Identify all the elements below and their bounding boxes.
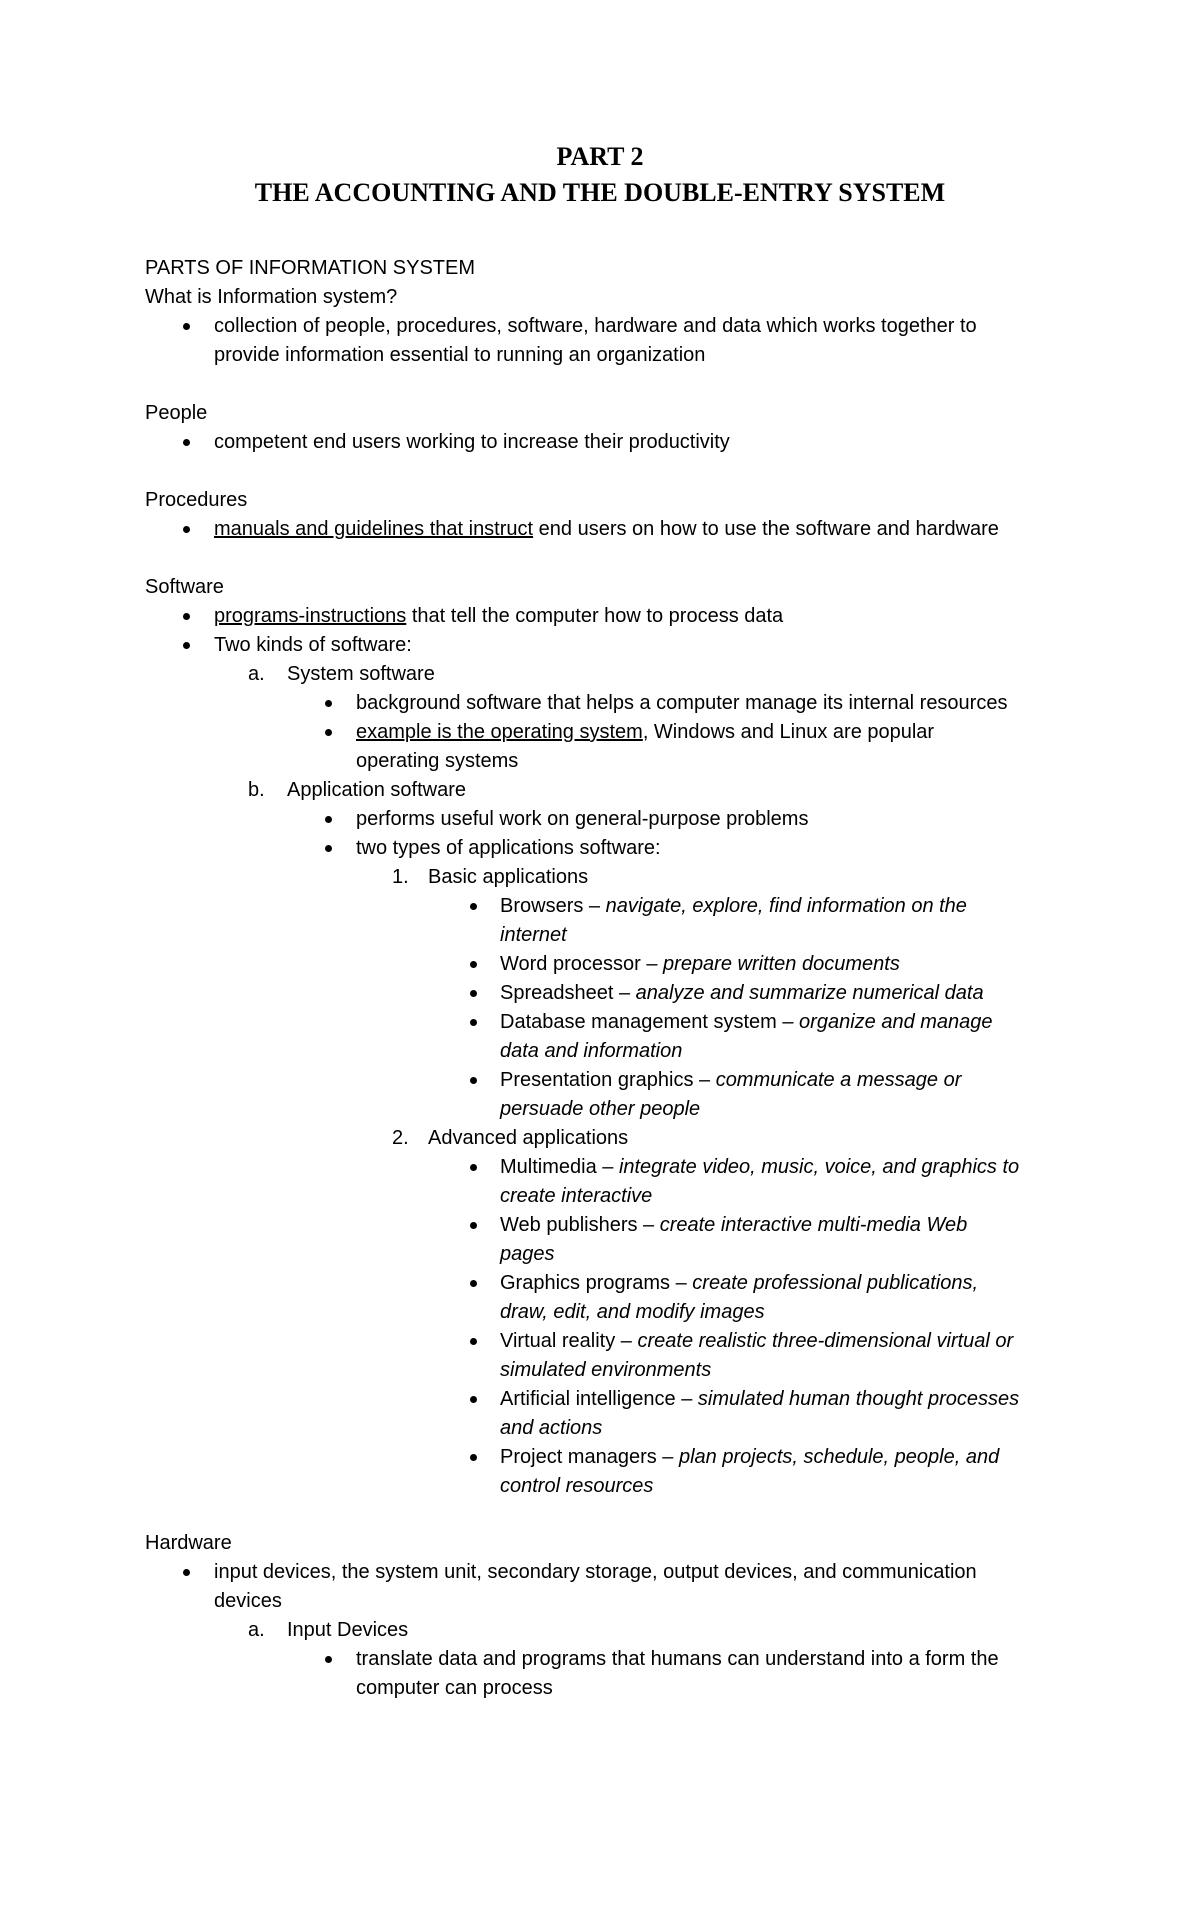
- input-devices-bullet-line1: translate data and programs that humans can understand into a form the: [356, 1648, 999, 1670]
- question-text: What is Information system?: [145, 286, 398, 308]
- basic-item-word-processor: Word processor – prepare written documents: [500, 953, 900, 975]
- underlined-phrase: example is the operating system: [356, 721, 643, 743]
- input-devices-bullet-line2: computer can process: [356, 1677, 553, 1699]
- adv-item-virtual-reality: Virtual reality – create realistic three-dimensional virtual or: [500, 1330, 1014, 1352]
- application-software-bullet-2: two types of applications software:: [356, 837, 661, 859]
- section-heading: PARTS OF INFORMATION SYSTEM: [145, 257, 476, 279]
- bullet-icon: [183, 642, 190, 649]
- bullet-icon: [470, 961, 477, 968]
- bullet-icon: [183, 439, 190, 446]
- bullet-icon: [470, 1338, 477, 1345]
- software-heading: Software: [145, 576, 224, 598]
- basic-item-database: Database management system – organize and manage: [500, 1011, 993, 1033]
- adv-item-multimedia-line2: create interactive: [500, 1185, 653, 1207]
- bullet-icon: [470, 1019, 477, 1026]
- bullet-icon: [325, 845, 332, 852]
- system-software-bullet-2: example is the operating system, Windows and Linux are popular: [356, 721, 935, 743]
- list-marker-a: a.: [248, 1619, 265, 1641]
- document-heading: THE ACCOUNTING AND THE DOUBLE-ENTRY SYSTEM: [254, 178, 946, 207]
- procedures-bullet: manuals and guidelines that instruct end users on how to use the software and hardware: [214, 518, 999, 540]
- people-bullet: competent end users working to increase their productivity: [214, 431, 730, 453]
- adv-item-web-publishers: Web publishers – create interactive multi-media Web: [500, 1214, 968, 1236]
- list-marker-b: b.: [248, 779, 265, 801]
- adv-item-project-managers: Project managers – plan projects, schedule, people, and: [500, 1446, 1000, 1468]
- bullet-icon: [470, 990, 477, 997]
- system-software-bullet-2-line2: operating systems: [356, 750, 519, 772]
- bullet-icon: [470, 1454, 477, 1461]
- adv-item-project-managers-line2: control resources: [500, 1475, 654, 1497]
- procedures-heading: Procedures: [145, 489, 248, 511]
- people-heading: People: [145, 402, 208, 424]
- bullet-icon: [325, 1656, 332, 1663]
- intro-bullet-line1: collection of people, procedures, software, hardware and data which works together to: [214, 315, 977, 337]
- adv-item-virtual-reality-line2: simulated environments: [500, 1359, 712, 1381]
- system-software-bullet-1: background software that helps a computer manage its internal resources: [356, 692, 1008, 714]
- bullet-icon: [183, 1569, 190, 1576]
- hardware-bullet-line1: input devices, the system unit, secondary storage, output devices, and communication: [214, 1561, 977, 1583]
- part-title: PART 2: [556, 142, 644, 171]
- bullet-icon: [470, 903, 477, 910]
- intro-bullet-line2: provide information essential to running an organization: [214, 344, 706, 366]
- input-devices-label: Input Devices: [287, 1619, 409, 1641]
- bullet-icon: [470, 1396, 477, 1403]
- bullet-icon: [470, 1077, 477, 1084]
- adv-item-ai: Artificial intelligence – simulated human thought processes: [500, 1388, 1020, 1410]
- bullet-icon: [183, 526, 190, 533]
- basic-item-browsers-line2: internet: [500, 924, 567, 946]
- adv-item-graphics: Graphics programs – create professional publications,: [500, 1272, 979, 1294]
- underlined-phrase: manuals and guidelines that instruct: [214, 518, 534, 540]
- basic-item-browsers: Browsers – navigate, explore, find information on the: [500, 895, 967, 917]
- bullet-icon: [183, 323, 190, 330]
- bullet-icon: [325, 729, 332, 736]
- basic-item-database-line2: data and information: [500, 1040, 683, 1062]
- bullet-icon: [470, 1222, 477, 1229]
- basic-item-spreadsheet: Spreadsheet – analyze and summarize numerical data: [500, 982, 984, 1004]
- basic-applications-label: Basic applications: [428, 866, 589, 888]
- bullet-icon: [325, 816, 332, 823]
- underlined-phrase: programs-instructions: [214, 605, 407, 627]
- system-software-label: System software: [287, 663, 435, 685]
- application-software-bullet-1: performs useful work on general-purpose problems: [356, 808, 809, 830]
- bullet-icon: [470, 1164, 477, 1171]
- list-marker-1: 1.: [392, 866, 409, 888]
- advanced-applications-label: Advanced applications: [428, 1127, 629, 1149]
- bullet-icon: [183, 613, 190, 620]
- software-bullet-1: programs-instructions that tell the computer how to process data: [214, 605, 784, 627]
- basic-item-presentation-line2: persuade other people: [500, 1098, 701, 1120]
- application-software-label: Application software: [287, 779, 466, 801]
- adv-item-web-publishers-line2: pages: [500, 1243, 555, 1265]
- adv-item-multimedia: Multimedia – integrate video, music, voice, and graphics to: [500, 1156, 1020, 1178]
- hardware-bullet-line2: devices: [214, 1590, 282, 1612]
- bullet-icon: [325, 700, 332, 707]
- list-marker-2: 2.: [392, 1127, 409, 1149]
- bullet-icon: [470, 1280, 477, 1287]
- software-bullet-2: Two kinds of software:: [214, 634, 412, 656]
- adv-item-ai-line2: and actions: [500, 1417, 603, 1439]
- adv-item-graphics-line2: draw, edit, and modify images: [500, 1301, 765, 1323]
- list-marker-a: a.: [248, 663, 265, 685]
- hardware-heading: Hardware: [145, 1532, 232, 1554]
- basic-item-presentation: Presentation graphics – communicate a message or: [500, 1069, 962, 1091]
